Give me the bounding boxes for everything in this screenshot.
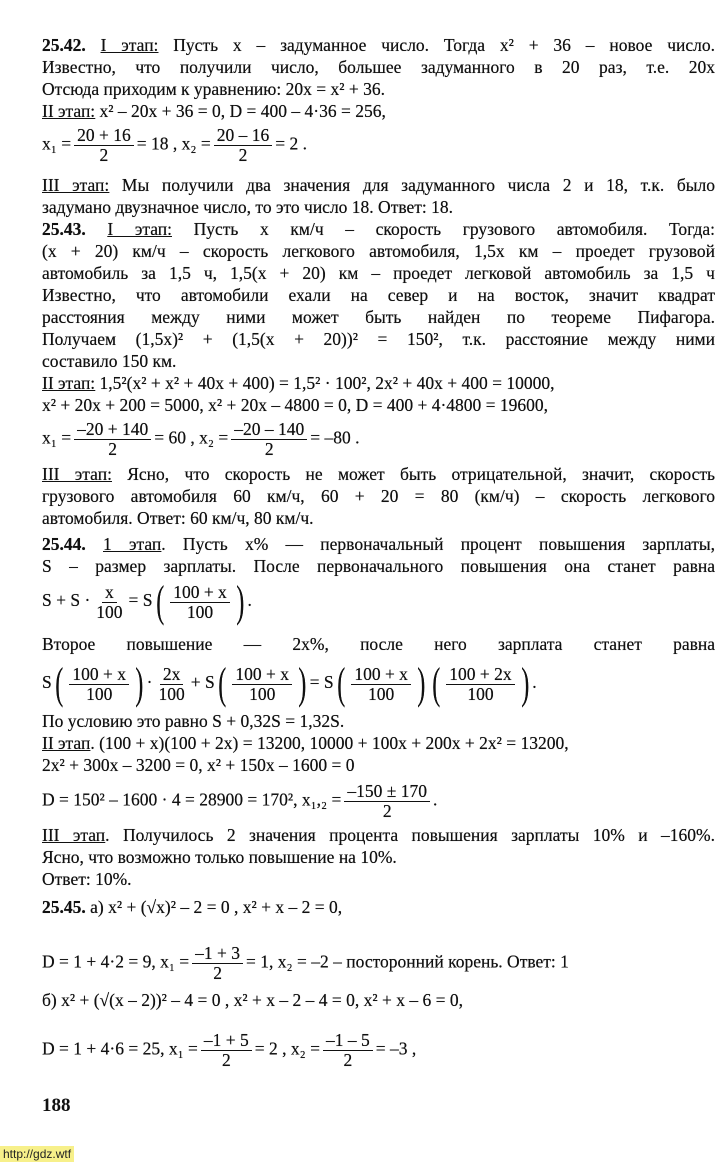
left-paren: ( [218,659,227,708]
numerator: –1 + 3 [192,944,243,964]
parenthesized-fraction [429,659,533,708]
text-line: задумано двузначное число, то это число 18. Ответ: 18. [42,197,454,217]
fraction [323,1031,373,1070]
denominator: 100 [368,683,395,704]
denominator: 2 [99,145,109,165]
text-line: б) x² + (√(x – 2))² – 4 = 0 , x² + x – 2 – 4 = 0, x² + x – 6 = 0, [42,990,463,1010]
numerator: 100 + 2x [446,665,514,685]
fraction [93,583,125,622]
text-line: x₁ = $\frac{20 + 16}{2}$ = 18 , x₂ = $\frac{20 - 16}{2}$ = 2 . [42,125,307,165]
text-line: Ясно, что возможно только повышение на 10%. [42,847,397,867]
fraction [344,782,430,821]
text-line: II этап: x² – 20x + 36 = 0, D = 400 – 4·36 = 256, [42,101,386,121]
fraction [231,420,307,459]
text-line: Ответ: 10%. [42,869,132,889]
text-line: II этап. (100 + x)(100 + 2x) = 13200, 10000 + 100x + 200x + 2x² = 13200, [42,733,569,753]
numerator: 2x [160,665,184,685]
stage-label: 1 этап [103,534,162,554]
fraction [446,665,514,704]
page-number: 188 [42,1095,71,1116]
numerator: –20 + 140 [74,420,151,440]
parenthesized-fraction [52,659,147,708]
fraction [351,665,411,704]
text-line: Известно, что автомобили ехали на север и на восток, значит квадрат [42,285,715,305]
numerator: –20 – 140 [231,420,307,440]
text-line: автомобиля. Ответ: 60 км/ч, 80 км/ч. [42,508,314,528]
denominator: 2 [238,145,248,165]
text-line: автомобиль за 1,5 ч, 1,5(x + 20) км – проедет легковой автомобиль за 1,5 ч [42,263,715,283]
parenthesized-fraction [334,659,429,708]
problem-number: 25.45. [42,897,86,917]
denominator: 2 [213,963,222,983]
text-line: II этап: 1,5²(x² + x² + 40x + 400) = 1,5² · 100², 2x² + 40x + 400 = 10000, [42,373,555,393]
right-paren: ) [520,659,529,708]
text-line: 25.43. I этап: Пусть x км/ч – скорость грузового автомобиля. Тогда: [42,219,715,239]
text-line: По условию это равно S + 0,32S = 1,32S. [42,711,345,731]
numerator: 100 + x [69,665,129,685]
numerator: –1 – 5 [323,1031,373,1051]
text-line: 2x² + 300x – 3200 = 0, x² + 150x – 1600 = 0 [42,755,355,775]
denominator: 2 [382,801,392,821]
denominator: 100 [96,601,123,622]
problem-number: 25.43. [42,219,86,239]
left-paren: ( [55,659,64,708]
denominator: 2 [221,1050,231,1070]
numerator: –150 ± 170 [344,782,430,802]
denominator: 100 [158,683,185,704]
numerator: 20 – 16 [214,126,273,146]
denominator: 100 [249,683,276,704]
right-paren: ) [135,659,144,708]
problem-number: 25.44. [42,534,86,554]
denominator: 100 [186,601,214,622]
numerator: 100 + x [170,583,230,603]
text-line: S + S · $\frac{x}{100}$ = S( $\frac{100 + x}{100}$ ) . [42,577,252,626]
stage-label: III этап [42,825,106,845]
text-line: S( $\frac{100 + x}{100}$ ) · $\frac{2x}{100}$ + S( $\frac{100 + x}{100}$ ) = S( $\frac{100 + x}{100}$ ) ( $\frac{100 + 2x}{100}$ ) . [42,659,537,708]
problem-number: 25.42. [42,35,86,55]
fraction [232,665,292,704]
fraction [170,583,230,622]
text-line: 25.44. 1 этап. Пусть x% — первоначальный процент повышения зарплаты, [42,534,715,554]
parenthesized-fraction [153,577,248,626]
stage-label: I этап: [107,219,172,239]
text-line: Отсюда приходим к уравнению: 20x = x² + 36. [42,79,385,99]
text-line: грузового автомобиля 60 км/ч, 60 + 20 = 80 (км/ч) – скорость легкового [42,486,715,506]
text-line: S – размер зарплаты. После первоначального повышения она станет равна [42,556,715,576]
fraction [201,1031,252,1070]
left-paren: ( [155,577,164,626]
footer-link[interactable]: http://gdz.wtf [0,1146,74,1162]
fraction [214,126,273,165]
text-line: III этап. Получилось 2 значения процента повышения зарплаты 10% и –160%. [42,825,715,845]
right-paren: ) [298,659,307,708]
text-line: 25.42. I этап: Пусть x – задуманное число. Тогда x² + 36 – новое число. [42,35,715,55]
numerator: –1 + 5 [201,1031,252,1051]
stage-label: III этап: [42,175,110,195]
denominator: 2 [264,439,274,459]
stage-label: II этап: [42,101,96,121]
right-paren: ) [236,577,245,626]
text-line: III этап: Мы получили два значения для задуманного числа 2 и 18, т.к. было [42,175,715,195]
fraction [69,665,129,704]
fraction [74,126,134,165]
text-line: x² + 20x + 200 = 5000, x² + 20x – 4800 = 0, D = 400 + 4·4800 = 19600, [42,395,549,415]
text-line: Получаем (1,5x)² + (1,5(x + 20))² = 150², т.к. расстояние между ними [42,329,715,349]
numerator: 100 + x [351,665,411,685]
text-line: Известно, что получили число, большее задуманного в 20 раз, т.е. 20x [42,57,715,77]
text-line: D = 1 + 4·6 = 25, x₁ = $\frac{-1 + 5}{2}$ = 2 , x₂ = $\frac{-1 - 5}{2}$ = –3 , [42,1030,417,1070]
right-paren: ) [417,659,426,708]
left-paren: ( [431,659,440,708]
stage-label: II этап: [42,373,96,393]
text-line: x₁ = $\frac{-20 + 140}{2}$ = 60 , x₂ = $\frac{-20 - 140}{2}$ = –80 . [42,419,360,459]
stage-label: III этап: [42,464,112,484]
fraction [74,420,151,459]
text-line: D = 150² – 1600 · 4 = 28900 = 170², x₁,₂ = $\frac{-150 \pm 170}{2}$ . [42,781,438,821]
text-line: III этап: Ясно, что скорость не может быть отрицательной, значит, скорость [42,464,715,484]
stage-label: II этап [42,733,91,753]
text-line: (x + 20) км/ч – скорость легкового автомобиля, 1,5x км – проедет грузовой [42,241,715,261]
denominator: 100 [467,683,494,704]
parenthesized-fraction [215,659,310,708]
stage-label: I этап: [100,35,159,55]
fraction [192,944,243,983]
left-paren: ( [336,659,346,708]
numerator: 100 + x [232,665,292,685]
numerator: 20 + 16 [74,126,134,146]
denominator: 2 [343,1050,353,1070]
denominator: 100 [86,683,113,704]
numerator: x [102,583,117,603]
text-line: 25.45. а) x² + (√x)² – 2 = 0 , x² + x – 2 = 0, [42,897,343,917]
text-line: составило 150 км. [42,351,177,371]
text-line: расстояния между ними может быть найден по теореме Пифагора. [42,307,715,327]
fraction [156,665,188,704]
text-line: D = 1 + 4·2 = 9, x₁ = $\frac{-1 + 3}{2}$ = 1, x₂ = –2 – посторонний корень. Ответ: 1 [42,943,569,983]
denominator: 2 [108,439,118,459]
text-line: Второе повышение — 2x%, после него зарплата станет равна [42,634,715,654]
